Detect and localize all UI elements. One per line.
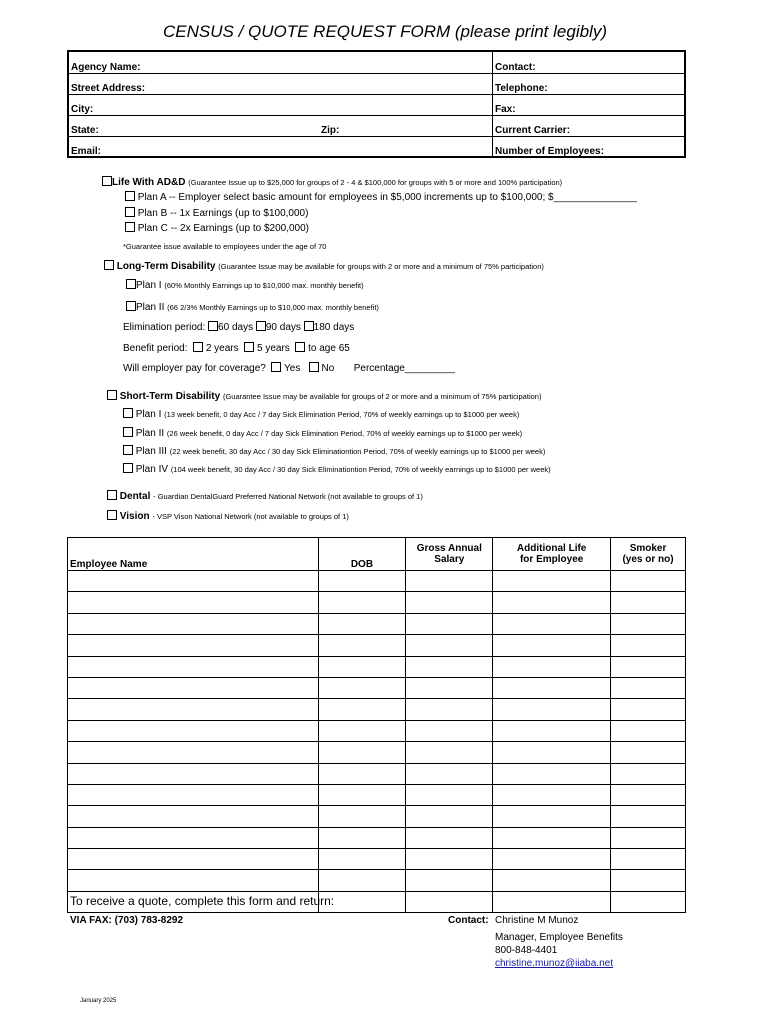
smoker-cell[interactable] (611, 635, 686, 656)
gross-salary-cell[interactable] (406, 891, 493, 912)
vision-note: - VSP Vison National Network (not available to groups of 1) (152, 512, 349, 521)
smoker-cell[interactable] (611, 870, 686, 891)
ltd-plan-i-row (126, 279, 364, 291)
agency-info-box (67, 50, 686, 158)
std-plan-row (123, 427, 522, 439)
std-plan-row (123, 445, 545, 457)
ltd-heading: Long-Term Disability (116, 261, 216, 272)
smoker-cell[interactable] (611, 742, 686, 763)
table-row (68, 827, 686, 848)
dob-cell[interactable] (318, 849, 406, 870)
std-plan-i-label: Plan I (135, 409, 162, 420)
additional-life-cell[interactable] (493, 677, 611, 698)
table-row (68, 849, 686, 870)
vision-heading: Vision (119, 511, 150, 522)
table-row (68, 571, 686, 592)
employer-pay-label: Will employer pay for coverage? (123, 363, 266, 374)
col-dob: DOB (318, 538, 406, 571)
employee-name-cell[interactable] (68, 571, 319, 592)
elim-180-checkbox[interactable] (304, 321, 314, 331)
col-smoker: Smoker (yes or no) (611, 538, 686, 571)
std-plan-ii-label: Plan II (135, 428, 165, 439)
ltd-note: (Guarantee Issue may be available for groups with 2 or more and a minimum of 75% participation) (218, 262, 544, 271)
col-employee-name: Employee Name (68, 538, 319, 571)
std-plan-iv-label: Plan IV (135, 464, 169, 475)
dob-cell[interactable] (318, 763, 406, 784)
elim-180-label: 180 days (313, 322, 355, 333)
vision-section (107, 510, 349, 522)
telephone-label: Telephone: (495, 83, 548, 94)
smoker-cell[interactable] (611, 656, 686, 677)
street-address-label: Street Address: (71, 83, 146, 94)
employee-name-cell[interactable] (68, 763, 319, 784)
ben-5-checkbox[interactable] (244, 342, 254, 352)
life-plan-b-row (125, 207, 308, 219)
std-plan-iv-note: (104 week benefit, 30 day Acc / 30 day Sick Eliminationtion Period, 70% of weekly earnings up to $1000 per week) (170, 465, 551, 474)
additional-life-cell[interactable] (493, 870, 611, 891)
dental-checkbox[interactable] (107, 490, 117, 500)
table-row (68, 677, 686, 698)
employee-name-cell[interactable] (68, 806, 319, 827)
contact-label: Contact: (495, 62, 536, 73)
ltd-plan-ii-checkbox[interactable] (126, 301, 136, 311)
smoker-cell[interactable] (611, 849, 686, 870)
ben-2-label: 2 years (205, 343, 239, 354)
gross-salary-cell[interactable] (406, 763, 493, 784)
std-plan-i-checkbox[interactable] (123, 408, 133, 418)
employee-census-table (67, 537, 686, 913)
elim-90-label: 90 days (265, 322, 301, 333)
ltd-plan-i-checkbox[interactable] (126, 279, 136, 289)
dob-cell[interactable] (318, 720, 406, 741)
life-plan-c-row (125, 222, 309, 234)
table-row (68, 699, 686, 720)
percentage-field[interactable]: Percentage_________ (353, 363, 455, 374)
gross-salary-cell[interactable] (406, 720, 493, 741)
ben-5-label: 5 years (256, 343, 290, 354)
contact-title: Manager, Employee Benefits (495, 932, 623, 943)
additional-life-cell[interactable] (493, 635, 611, 656)
table-row (68, 870, 686, 891)
std-plan-row (123, 408, 519, 420)
additional-life-cell[interactable] (493, 763, 611, 784)
contact-email-link[interactable]: christine.munoz@iiaba.net (495, 958, 613, 969)
employee-name-cell[interactable] (68, 784, 319, 805)
additional-life-cell[interactable] (493, 891, 611, 912)
ltd-plan-ii-row (126, 301, 379, 313)
pay-yes-label: Yes (284, 363, 301, 374)
ltd-plan-i-label: Plan I (136, 280, 162, 291)
std-plan-row (123, 463, 551, 475)
employee-name-cell[interactable] (68, 742, 319, 763)
form-title: CENSUS / QUOTE REQUEST FORM (please print legibly) (163, 22, 607, 41)
agency-name-label: Agency Name: (71, 62, 141, 73)
info-row (69, 94, 684, 116)
gross-salary-cell[interactable] (406, 849, 493, 870)
additional-life-cell[interactable] (493, 827, 611, 848)
benefit-label: Benefit period: (123, 343, 188, 354)
gross-salary-cell[interactable] (406, 699, 493, 720)
dob-cell[interactable] (318, 806, 406, 827)
smoker-cell[interactable] (611, 699, 686, 720)
contact-footer-label: Contact: (448, 915, 489, 926)
benefit-period-row (123, 342, 350, 354)
std-plan-iv-checkbox[interactable] (123, 463, 133, 473)
table-row (68, 763, 686, 784)
additional-life-cell[interactable] (493, 571, 611, 592)
life-heading: Life With AD&D (112, 177, 186, 188)
life-checkbox[interactable] (102, 176, 112, 186)
additional-life-cell[interactable] (493, 656, 611, 677)
email-label: Email: (71, 146, 102, 157)
dental-heading: Dental (119, 491, 151, 502)
smoker-cell[interactable] (611, 613, 686, 634)
ltd-plan-i-note: (60% Monthly Earnings up to $10,000 max. monthly benefit) (164, 281, 364, 290)
gross-salary-cell[interactable] (406, 635, 493, 656)
table-row (68, 720, 686, 741)
plan-b-label: Plan B -- 1x Earnings (up to $100,000) (137, 208, 309, 219)
employer-pay-row (123, 362, 455, 374)
table-row (68, 742, 686, 763)
col-gross-salary: Gross Annual Salary (406, 538, 493, 571)
pay-yes-checkbox[interactable] (271, 362, 281, 372)
employee-name-cell[interactable] (68, 677, 319, 698)
std-plan-iii-checkbox[interactable] (123, 445, 133, 455)
life-footnote: *Guarantee issue available to employees under the age of 70 (123, 242, 327, 251)
col-additional-life: Additional Life for Employee (493, 538, 611, 571)
std-plan-ii-checkbox[interactable] (123, 427, 133, 437)
std-section (107, 390, 541, 402)
contact-name: Christine M Munoz (495, 915, 579, 926)
dob-cell[interactable] (318, 677, 406, 698)
life-plan-a-row (125, 191, 637, 203)
employee-name-cell[interactable] (68, 613, 319, 634)
dob-cell[interactable] (318, 699, 406, 720)
form-date: January 2025 (80, 998, 117, 1004)
info-row (69, 115, 684, 137)
std-plan-iii-label: Plan III (135, 446, 167, 457)
dob-cell[interactable] (318, 870, 406, 891)
gross-salary-cell[interactable] (406, 656, 493, 677)
smoker-cell[interactable] (611, 891, 686, 912)
ben-65-label: to age 65 (308, 343, 350, 354)
dental-note: - Guardian DentalGuard Preferred National Network (not available to groups of 1) (153, 492, 423, 501)
std-plan-iii-note: (22 week benefit, 30 day Acc / 30 day Sick Eliminationtion Period, 70% of weekly earnings up to $1000 per week) (169, 447, 546, 456)
std-heading: Short-Term Disability (119, 391, 221, 402)
smoker-cell[interactable] (611, 806, 686, 827)
plan-b-checkbox[interactable] (125, 207, 135, 217)
dob-cell[interactable] (318, 613, 406, 634)
ben-2-checkbox[interactable] (193, 342, 203, 352)
info-row (69, 52, 684, 74)
smoker-cell[interactable] (611, 784, 686, 805)
table-row (68, 656, 686, 677)
ltd-plan-ii-note: (66 2/3% Monthly Earnings up to $10,000 max. monthly benefit) (167, 303, 379, 312)
gross-salary-cell[interactable] (406, 571, 493, 592)
dob-cell[interactable] (318, 635, 406, 656)
elimination-period-row (123, 321, 354, 333)
plan-a-checkbox[interactable] (125, 191, 135, 201)
smoker-cell[interactable] (611, 763, 686, 784)
employee-name-cell[interactable] (68, 849, 319, 870)
gross-salary-cell[interactable] (406, 827, 493, 848)
gross-salary-cell[interactable] (406, 784, 493, 805)
dob-cell[interactable] (318, 827, 406, 848)
vision-checkbox[interactable] (107, 510, 117, 520)
elim-60-label: 60 days (218, 322, 254, 333)
gross-salary-cell[interactable] (406, 613, 493, 634)
employee-name-cell[interactable] (68, 827, 319, 848)
dental-section (107, 490, 423, 502)
contact-phone: 800-848-4401 (495, 945, 558, 956)
life-footnote-row (123, 241, 326, 252)
std-plan-ii-note: (26 week benefit, 0 day Acc / 7 day Sick Elimination Period, 70% of weekly earnings up to $1000 per week) (166, 429, 523, 438)
plan-c-label: Plan C -- 2x Earnings (up to $200,000) (137, 223, 309, 234)
gross-salary-cell[interactable] (406, 592, 493, 613)
additional-life-cell[interactable] (493, 806, 611, 827)
dob-cell[interactable] (318, 592, 406, 613)
employee-name-cell[interactable] (68, 699, 319, 720)
ltd-plan-ii-label: Plan II (136, 302, 165, 313)
info-row (69, 136, 684, 156)
employee-name-cell[interactable] (68, 870, 319, 891)
ben-65-checkbox[interactable] (295, 342, 305, 352)
dob-cell[interactable] (318, 656, 406, 677)
employee-name-cell[interactable] (68, 656, 319, 677)
life-section (102, 176, 562, 188)
additional-life-cell[interactable] (493, 592, 611, 613)
ltd-checkbox[interactable] (104, 260, 114, 270)
return-instructions: To receive a quote, complete this form and return: (70, 894, 335, 908)
additional-life-cell[interactable] (493, 720, 611, 741)
std-plan-i-note: (13 week benefit, 0 day Acc / 7 day Sick Elimination Period, 70% of weekly earnings up to $1000 per week) (164, 410, 520, 419)
employee-name-cell[interactable] (68, 592, 319, 613)
table-row (68, 635, 686, 656)
dob-cell[interactable] (318, 784, 406, 805)
number-of-employees-label: Number of Employees: (495, 146, 604, 157)
smoker-cell[interactable] (611, 827, 686, 848)
additional-life-cell[interactable] (493, 742, 611, 763)
dob-cell[interactable] (318, 571, 406, 592)
plan-c-checkbox[interactable] (125, 222, 135, 232)
gross-salary-cell[interactable] (406, 677, 493, 698)
zip-label: Zip: (321, 125, 340, 136)
smoker-cell[interactable] (611, 677, 686, 698)
state-label: State: (71, 125, 99, 136)
elimination-label: Elimination period: (123, 322, 206, 333)
fax-label: Fax: (495, 104, 516, 115)
employee-name-cell[interactable] (68, 720, 319, 741)
life-note: (Guarantee Issue up to $25,000 for groups of 2 - 4 & $100,000 for groups with 5 or more and 100% participation) (188, 178, 563, 187)
additional-life-cell[interactable] (493, 784, 611, 805)
smoker-cell[interactable] (611, 592, 686, 613)
ltd-section (104, 260, 544, 272)
smoker-cell[interactable] (611, 571, 686, 592)
elim-90-checkbox[interactable] (256, 321, 266, 331)
gross-salary-cell[interactable] (406, 742, 493, 763)
pay-no-label: No (321, 363, 335, 374)
plan-a-label: Plan A -- Employer select basic amount for employees in $5,000 increments up to $100,000; $_______________ (137, 192, 637, 203)
table-row (68, 613, 686, 634)
table-row (68, 806, 686, 827)
info-row (69, 73, 684, 95)
table-row (68, 592, 686, 613)
pay-no-checkbox[interactable] (309, 362, 319, 372)
gross-salary-cell[interactable] (406, 870, 493, 891)
table-row (68, 784, 686, 805)
additional-life-cell[interactable] (493, 613, 611, 634)
employee-name-cell[interactable] (68, 635, 319, 656)
smoker-cell[interactable] (611, 720, 686, 741)
std-checkbox[interactable] (107, 390, 117, 400)
additional-life-cell[interactable] (493, 849, 611, 870)
dob-cell[interactable] (318, 742, 406, 763)
current-carrier-label: Current Carrier: (495, 125, 571, 136)
std-note: (Guarantee Issue may be available for groups of 2 or more and a minimum of 75% participation) (222, 392, 542, 401)
gross-salary-cell[interactable] (406, 806, 493, 827)
elim-60-checkbox[interactable] (208, 321, 218, 331)
additional-life-cell[interactable] (493, 699, 611, 720)
city-label: City: (71, 104, 94, 115)
fax-number: VIA FAX: (703) 783-8292 (70, 915, 184, 926)
